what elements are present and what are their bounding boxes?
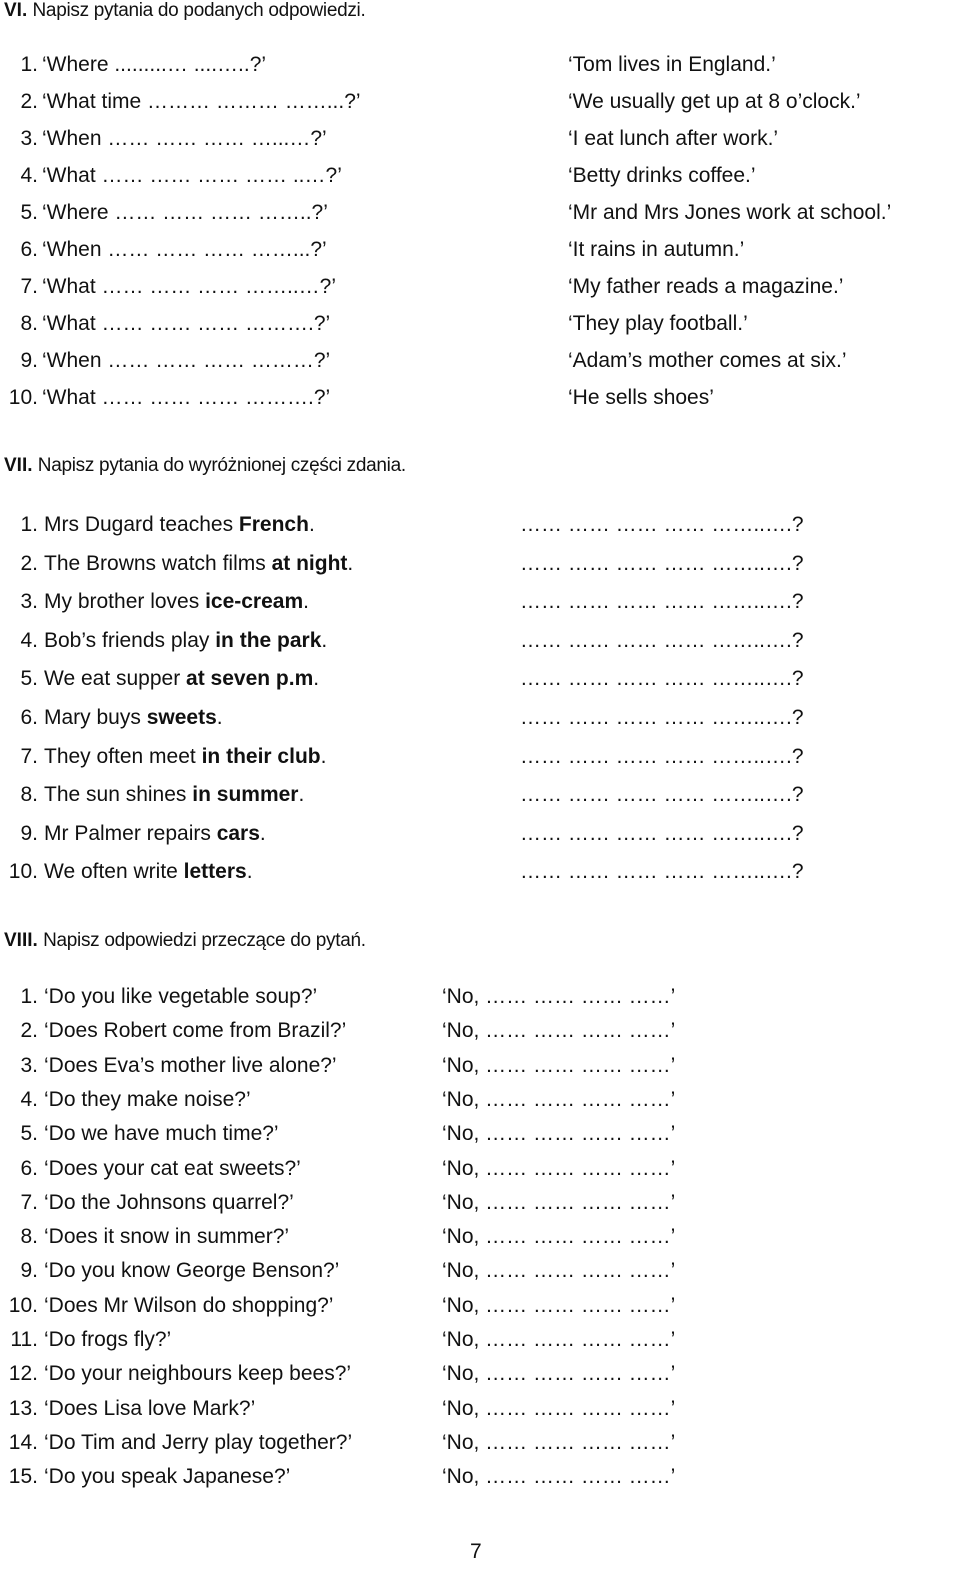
answer-text: ‘I eat lunch after work.’ <box>568 127 779 150</box>
question-blank: ‘What …… …… …… ……….?’ <box>42 312 331 335</box>
question-blank: ‘What …… …… …… ……….?’ <box>42 386 331 409</box>
sentence-text: Mary buys <box>44 706 147 729</box>
section-viii-label: VIII <box>4 930 33 951</box>
item-number: 2. <box>20 551 38 575</box>
answer-text: ‘Betty drinks coffee.’ <box>568 164 756 187</box>
item-number: 14. <box>8 1430 38 1454</box>
sentence <box>44 822 266 846</box>
question-blank: ‘What …… …… …… ……..…?’ <box>42 275 337 298</box>
question-text: ‘Does your cat eat sweets?’ <box>44 1156 301 1180</box>
sentence-end: . <box>313 667 320 691</box>
section-vi-label: VI <box>4 0 22 21</box>
answer-blank[interactable]: ‘No, …… …… …… ……’ <box>442 1328 676 1351</box>
page-number: 7 <box>470 1540 482 1563</box>
sentence <box>44 745 326 769</box>
answer-blank[interactable]: ‘No, …… …… …… ……’ <box>442 1019 676 1043</box>
highlighted-part: ice-cream <box>205 590 304 614</box>
sentence-end: . <box>246 860 253 884</box>
question-blank[interactable]: …… …… …… …… ……..….? <box>520 783 804 807</box>
answer-blank[interactable]: ‘No, …… …… …… ……’ <box>442 1190 676 1214</box>
section-vi-heading: VI. Napisz pytania do podanych odpowiedzi. <box>4 0 366 21</box>
item-number: 6. <box>20 238 38 261</box>
answer-blank[interactable]: ‘No, …… …… …… ……’ <box>442 1156 676 1180</box>
item-number: 10. <box>8 386 38 409</box>
highlighted-part: French <box>238 513 309 536</box>
question-text: ‘Does Lisa love Mark?’ <box>44 1396 256 1420</box>
sentence-text: Mrs Dugard teaches <box>44 513 239 536</box>
sentence-end: . <box>303 590 309 614</box>
answer-text: ‘Mr and Mrs Jones work at school.’ <box>568 201 892 224</box>
item-number: 2. <box>20 1019 38 1043</box>
sentence-end: . <box>298 783 305 807</box>
question-text: ‘Do the Johnsons quarrel?’ <box>44 1190 294 1214</box>
answer-blank[interactable]: ‘No, …… …… …… ……’ <box>442 1396 676 1420</box>
section-vi-instruction: Napisz pytania do podanych odpowiedzi. <box>32 0 366 21</box>
item-number: 10. <box>8 1293 38 1317</box>
sentence-end: . <box>321 628 328 652</box>
sentence <box>44 590 309 614</box>
question-text: ‘Do Tim and Jerry play together?’ <box>44 1430 353 1454</box>
question-blank: ‘What …… …… …… …… ..…?’ <box>42 164 342 187</box>
question-blank[interactable]: …… …… …… …… ……..….? <box>520 551 804 575</box>
highlighted-part: letters <box>183 860 247 884</box>
item-number: 4. <box>20 628 38 652</box>
highlighted-part: at seven p.m <box>186 667 314 691</box>
section-viii-instruction: Napisz odpowiedzi przeczące do pytań. <box>43 930 366 951</box>
question-blank[interactable]: …… …… …… …… ……..….? <box>520 706 804 729</box>
question-blank[interactable]: …… …… …… …… ……..….? <box>520 821 804 845</box>
sentence-end: . <box>347 551 354 575</box>
item-number: 4. <box>20 164 38 187</box>
highlighted-part: in their club <box>201 744 321 768</box>
question-text: ‘Do you know George Benson?’ <box>44 1259 340 1283</box>
sentence-end: . <box>216 706 223 729</box>
item-number: 6. <box>20 706 38 729</box>
question-blank: ‘What time ……… ……… ……...?’ <box>42 90 361 113</box>
sentence-text: We often write <box>44 860 184 884</box>
answer-text: ‘It rains in autumn.’ <box>568 238 745 261</box>
answer-text: ‘He sells shoes’ <box>568 386 714 409</box>
question-text: ‘Does Eva’s mother live alone?’ <box>44 1053 337 1077</box>
question-text: ‘Do we have much time?’ <box>44 1122 279 1146</box>
item-number: 4. <box>20 1087 38 1111</box>
question-text: ‘Does Mr Wilson do shopping?’ <box>44 1293 334 1317</box>
question-blank: ‘Where …… …… …… ……..?’ <box>42 201 328 224</box>
answer-blank[interactable]: ‘No, …… …… …… ……’ <box>442 1465 676 1489</box>
question-text: ‘Does Robert come from Brazil?’ <box>44 1019 347 1043</box>
highlighted-part: in the park <box>215 628 322 652</box>
sentence <box>44 706 223 730</box>
highlighted-part: at night <box>271 551 348 575</box>
item-number: 7. <box>20 275 38 298</box>
sentence-text: The Browns watch films <box>44 551 272 575</box>
sentence <box>44 629 327 653</box>
question-text: ‘Do you like vegetable soup?’ <box>44 985 318 1008</box>
item-number: 2. <box>20 90 38 113</box>
question-text: ‘Do they make noise?’ <box>44 1087 251 1111</box>
item-number: 10. <box>8 860 38 884</box>
question-blank[interactable]: …… …… …… …… ……..….? <box>520 860 804 884</box>
sentence <box>44 667 319 691</box>
item-number: 9. <box>20 349 38 372</box>
question-blank: ‘When …… …… …… ………?’ <box>42 349 331 372</box>
item-number: 12. <box>8 1362 38 1386</box>
item-number: 9. <box>20 1259 38 1283</box>
sentence <box>44 860 253 884</box>
item-number: 9. <box>20 821 38 845</box>
item-number: 3. <box>20 127 38 150</box>
sentence-text: Mr Palmer repairs <box>44 821 217 845</box>
sentence-end: . <box>320 744 327 768</box>
item-number: 3. <box>20 590 38 614</box>
question-text: ‘Do frogs fly?’ <box>44 1328 172 1351</box>
section-vii-label: VII <box>4 455 28 476</box>
question-blank: ‘Where .........… ....…..?’ <box>42 53 267 76</box>
section-vii-instruction: Napisz pytania do wyróżnionej części zdania. <box>37 455 406 476</box>
question-blank: ‘When …… …… …… …...…?’ <box>42 127 327 150</box>
sentence-end: . <box>308 513 315 536</box>
highlighted-part: sweets <box>146 706 217 729</box>
sentence <box>44 552 353 576</box>
item-number: 13. <box>8 1396 38 1420</box>
question-text: ‘Do you speak Japanese?’ <box>44 1465 291 1489</box>
answer-blank[interactable]: ‘No, …… …… …… ……’ <box>442 1259 676 1283</box>
item-number: 7. <box>20 1190 38 1214</box>
highlighted-part: cars <box>216 821 260 845</box>
question-blank[interactable]: …… …… …… …… ……..….? <box>520 667 804 691</box>
sentence <box>44 783 304 807</box>
item-number: 11. <box>10 1328 38 1351</box>
item-number: 7. <box>20 744 38 768</box>
question-blank[interactable]: …… …… …… …… ……..….? <box>520 744 804 768</box>
section-vii-heading: VII. Napisz pytania do wyróżnionej części zdania. <box>4 455 406 476</box>
item-number: 5. <box>20 667 38 691</box>
answer-blank[interactable]: ‘No, …… …… …… ……’ <box>442 1362 676 1386</box>
question-text: ‘Does it snow in summer?’ <box>44 1225 290 1249</box>
question-text: ‘Do your neighbours keep bees?’ <box>44 1362 352 1386</box>
answer-text: ‘Tom lives in England.’ <box>568 53 776 76</box>
item-number: 8. <box>20 783 38 807</box>
sentence-text: The sun shines <box>44 783 193 807</box>
sentence-text: We eat supper <box>44 667 187 691</box>
answer-blank[interactable]: ‘No, …… …… …… ……’ <box>442 1225 676 1249</box>
answer-text: ‘Adam’s mother comes at six.’ <box>568 349 847 372</box>
item-number: 8. <box>20 312 38 335</box>
item-number: 3. <box>20 1053 38 1077</box>
question-blank[interactable]: …… …… …… …… ……..….? <box>520 513 804 536</box>
sentence-end: . <box>259 821 266 845</box>
sentence <box>44 513 315 537</box>
item-number: 5. <box>20 201 38 224</box>
item-number: 6. <box>20 1156 38 1180</box>
item-number: 1. <box>20 513 38 536</box>
answer-blank[interactable]: ‘No, …… …… …… ……’ <box>442 1430 676 1454</box>
sentence-text: My brother loves <box>44 590 206 614</box>
answer-text: ‘We usually get up at 8 o’clock.’ <box>568 90 861 113</box>
answer-blank[interactable]: ‘No, …… …… …… ……’ <box>442 1122 676 1146</box>
item-number: 1. <box>20 53 38 76</box>
highlighted-part: in summer <box>192 783 299 807</box>
answer-blank[interactable]: ‘No, …… …… …… ……’ <box>442 1293 676 1317</box>
item-number: 1. <box>20 985 38 1008</box>
item-number: 5. <box>20 1122 38 1146</box>
question-blank[interactable]: …… …… …… …… ……..….? <box>520 590 804 614</box>
sentence-text: They often meet <box>44 744 202 768</box>
section-viii-heading: VIII. Napisz odpowiedzi przeczące do pytań. <box>4 930 366 951</box>
sentence-text: Bob’s friends play <box>44 628 216 652</box>
question-blank: ‘When …… …… …… ……...?’ <box>42 238 327 261</box>
answer-blank[interactable]: ‘No, …… …… …… ……’ <box>442 1053 676 1077</box>
answer-text: ‘My father reads a magazine.’ <box>568 275 844 298</box>
answer-blank[interactable]: ‘No, …… …… …… ……’ <box>442 985 676 1008</box>
item-number: 15. <box>8 1465 38 1489</box>
item-number: 8. <box>20 1225 38 1249</box>
answer-text: ‘They play football.’ <box>568 312 748 335</box>
answer-blank[interactable]: ‘No, …… …… …… ……’ <box>442 1087 676 1111</box>
question-blank[interactable]: …… …… …… …… ……..….? <box>520 628 804 652</box>
